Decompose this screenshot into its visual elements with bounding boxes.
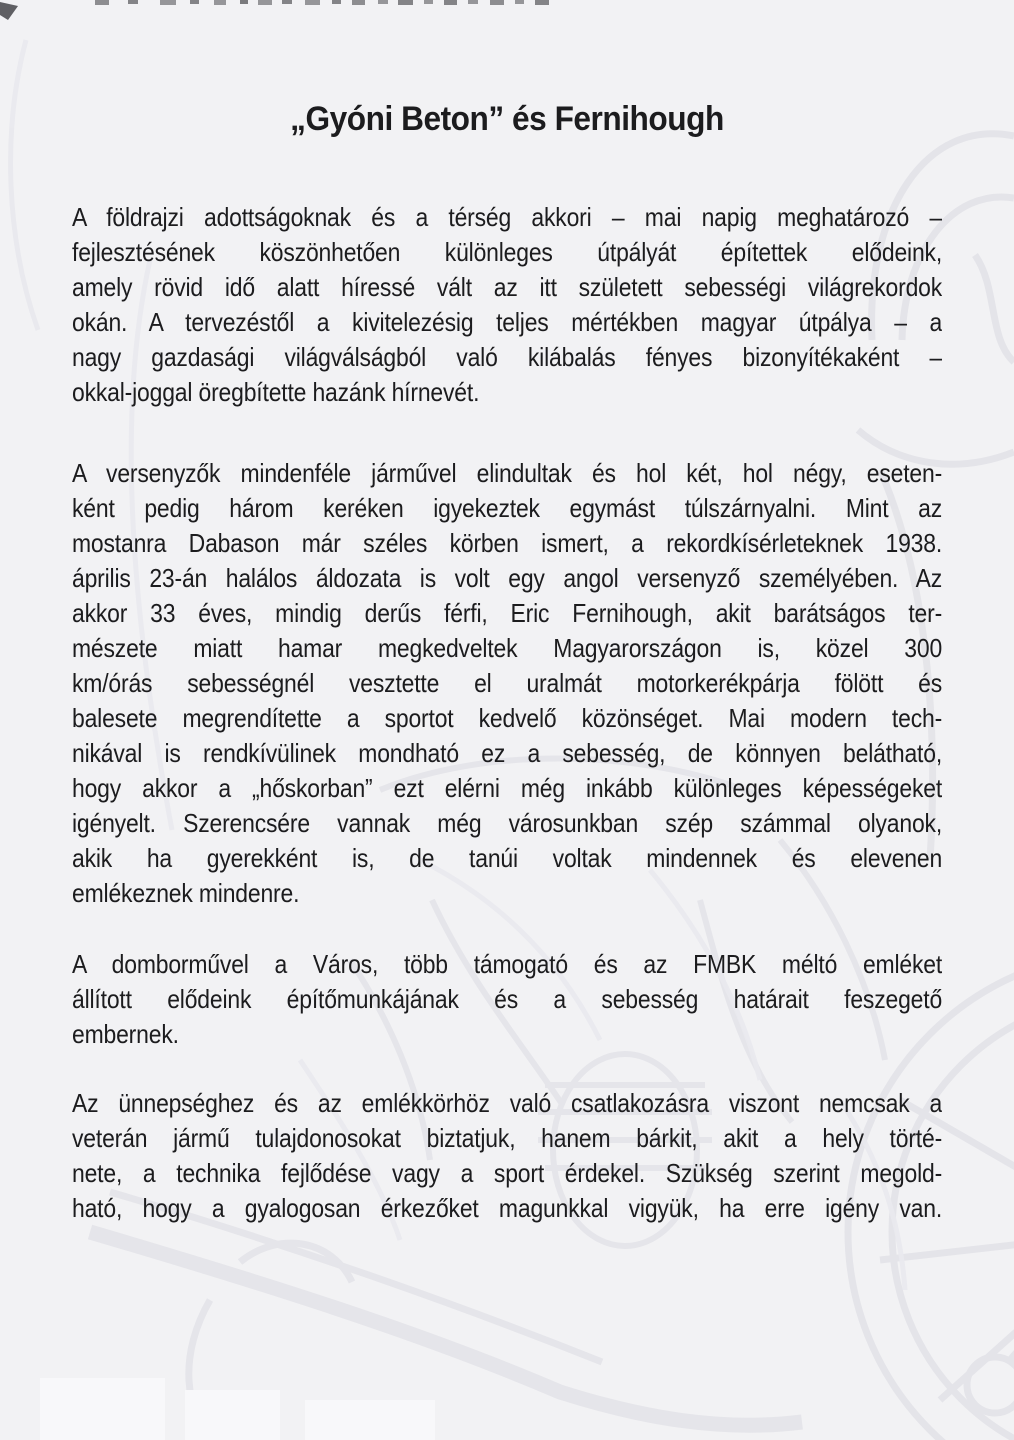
text-line: okán. A tervezéstől a kivitelezésig teljes mértékben magyar útpálya – a (72, 307, 943, 337)
paragraph (72, 200, 942, 410)
text-line: hogy akkor a „hőskorban” ezt elérni még inkább különleges képességeket (72, 773, 943, 803)
text-line: mészete miatt hamar megkedveltek Magyarországon is, közel 300 (72, 633, 943, 663)
text-line: április 23-án halálos áldozata is volt egy angol versenyző személyében. Az (72, 563, 943, 593)
text-line: km/órás sebességnél vesztette el uralmát motorkerékpárja fölött és (72, 668, 943, 698)
text-line: ként pedig három keréken igyekeztek egymást túlszárnyalni. Mint az (72, 493, 943, 523)
text-line: állított elődeink építőmunkájának és a sebesség határait feszegető (72, 984, 943, 1014)
text-line: mostanra Dabason már széles körben ismert, a rekordkísérleteknek 1938. (72, 528, 943, 558)
text-line: ható, hogy a gyalogosan érkezőket magunkkal vigyük, ha erre igény van. (72, 1193, 943, 1223)
body-paragraphs (72, 200, 942, 1226)
text-line: okkal-joggal öregbítette hazánk hírnevét. (72, 377, 480, 407)
paragraph (72, 947, 942, 1052)
text-line: embernek. (72, 1019, 179, 1049)
text-line: fejlesztésének köszönhetően különleges útpályát építettek elődeink, (72, 237, 943, 267)
text-line: balesete megrendítette a sportot kedvelő közönséget. Mai modern tech- (72, 703, 943, 733)
scan-edge-marks (0, 0, 1014, 30)
text-line: amely rövid idő alatt híressé vált az itt született sebességi világrekordok (72, 272, 943, 302)
paragraph (72, 1086, 942, 1226)
text-line: A domborművel a Város, több támogató és az FMBK méltó emléket (72, 949, 943, 979)
text-line: Az ünnepséghez és az emlékkörhöz való csatlakozásra viszont nemcsak a (72, 1088, 943, 1118)
text-line: nikával is rendkívülinek mondható ez a sebesség, de könnyen belátható, (72, 738, 943, 768)
text-line: emlékeznek mindenre. (72, 878, 300, 908)
paragraph (72, 456, 942, 911)
page-title: „Gyóni Beton” és Fernihough (290, 100, 724, 138)
text-line: A földrajzi adottságoknak és a térség akkori – mai napig meghatározó – (72, 202, 943, 232)
text-line: akkor 33 éves, mindig derűs férfi, Eric Fernihough, akit barátságos ter- (72, 598, 943, 628)
text-line: A versenyzők mindenféle járművel elindultak és hol két, hol négy, eseten- (72, 458, 943, 488)
text-line: akik ha gyerekként is, de tanúi voltak mindennek és elevenen (72, 843, 943, 873)
text-line: nete, a technika fejlődése vagy a sport érdekel. Szükség szerint megold- (72, 1158, 943, 1188)
text-line: nagy gazdasági világválságból való kilábalás fényes bizonyítékaként – (72, 342, 943, 372)
text-line: veterán jármű tulajdonosokat biztatjuk, hanem bárkit, akit a hely törté- (72, 1123, 943, 1153)
text-line: igényelt. Szerencsére vannak még városunkban szép számmal olyanok, (72, 808, 943, 838)
